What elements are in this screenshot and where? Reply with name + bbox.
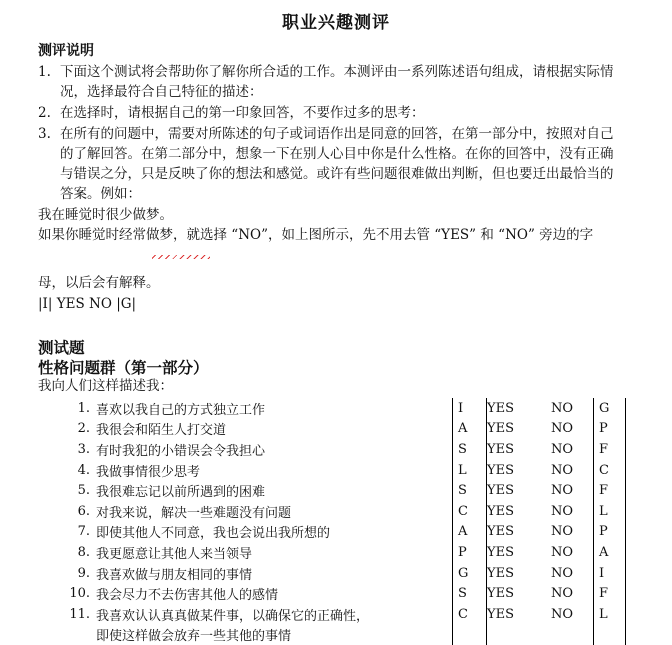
instruction-text: 在选择时，请根据自己的第一印象回答，不要作过多的思考： [60,105,425,121]
question-table [60,398,626,645]
instruction-number: 1. [38,64,51,80]
instruction-item [38,124,618,204]
example-line: 我在睡觉时很少做梦。 [38,207,173,223]
question-number: 9. [77,565,90,581]
option-yes[interactable]: YES [487,563,544,584]
question-row [60,460,626,481]
test-heading: 测试题 [38,338,85,357]
document-title: 职业兴趣测评 [282,13,390,33]
option-no[interactable]: NO [551,586,574,602]
question-text: 喜欢以我自己的方式独立工作 [96,402,266,418]
question-text: 即使其他人不同意，我也会说出我所想的 [96,526,331,542]
question-text: 我很难忘记以前所遇到的困难 [96,485,266,501]
question-number: 5. [77,483,90,499]
question-row [60,604,626,625]
option-letter-right: F [594,583,626,604]
spellcheck-underline [152,255,210,259]
option-letter-left: P [453,542,487,563]
question-text: 我做事情很少思考 [96,464,201,480]
question-text: 我喜欢认认真真做某件事，以确保它的正确性， [96,608,370,624]
question-row [60,563,626,584]
option-letter-right: P [594,419,626,440]
option-letter-right [594,625,626,645]
section-heading: 性格问题群（第一部分） [38,358,209,377]
instructions-heading: 测评说明 [38,43,94,59]
example-line: 如果你睡觉时经常做梦，就选择 “NO”，如上图所示，先不用去管 “YES” 和 “NO” 旁边的字 [38,227,594,243]
question-number: 6. [77,503,90,519]
question-text: 对我来说，解决一些难题没有问题 [96,505,292,521]
instruction-item [38,62,618,102]
option-no[interactable]: NO [551,400,574,416]
option-letter-left: S [453,583,487,604]
question-number: 4. [77,462,90,478]
question-number: 8. [77,544,90,560]
option-no[interactable]: NO [551,544,574,560]
question-number: 11. [69,606,90,622]
question-row [60,398,626,419]
option-yes[interactable]: YES [487,604,544,625]
option-no[interactable] [543,625,594,645]
example-answer: |I| YES NO |G| [38,296,137,312]
option-letter-right: P [594,522,626,543]
option-yes[interactable]: YES [487,398,544,419]
option-letter-right: C [594,460,626,481]
option-no[interactable]: NO [551,503,574,519]
option-letter-right: G [594,398,626,419]
option-yes[interactable]: YES [487,542,544,563]
question-number: 1. [77,400,90,416]
question-text: 我很会和陌生人打交道 [96,423,227,439]
section-intro: 我向人们这样描述我： [38,378,173,394]
option-letter-left: A [453,522,487,543]
question-text: 我喜欢做与朋友相同的事情 [96,567,253,583]
option-no[interactable]: NO [551,524,574,540]
option-no[interactable]: NO [551,483,574,499]
question-row [60,522,626,543]
question-text: 即使这样做会放弃一些其他的事情 [96,629,292,645]
option-yes[interactable]: YES [487,501,544,522]
instruction-text: 下面这个测试将会帮助你了解你所合适的工作。本测评由一系列陈述语句组成，请根据实际情况，选择最符合自己特征的描述： [60,64,614,100]
question-text: 我会尽力不去伤害其他人的感情 [96,588,279,604]
question-row [60,480,626,501]
option-letter-left: L [453,460,487,481]
option-letter-left [453,625,487,645]
question-row [60,625,626,645]
option-letter-right: F [594,439,626,460]
question-text: 我更愿意让其他人来当领导 [96,546,253,562]
option-no[interactable]: NO [551,606,574,622]
option-yes[interactable]: YES [487,480,544,501]
instruction-number: 2. [38,105,51,121]
option-no[interactable]: NO [551,462,574,478]
option-no[interactable]: NO [551,441,574,457]
question-row [60,501,626,522]
option-yes[interactable]: YES [487,439,544,460]
option-yes[interactable]: YES [487,419,544,440]
question-number: 10. [69,586,90,602]
instruction-item [38,103,618,123]
option-yes[interactable]: YES [487,583,544,604]
option-letter-right: L [594,501,626,522]
option-letter-left: S [453,480,487,501]
question-text: 有时我犯的小错误会令我担心 [96,443,266,459]
option-letter-left: A [453,419,487,440]
option-letter-right: L [594,604,626,625]
question-number: 3. [77,441,90,457]
question-row [60,542,626,563]
option-letter-left: G [453,563,487,584]
option-letter-left: C [453,604,487,625]
option-letter-right: I [594,563,626,584]
option-letter-right: A [594,542,626,563]
option-letter-left: I [453,398,487,419]
option-letter-right: F [594,480,626,501]
question-number [60,625,96,645]
option-yes[interactable]: YES [487,460,544,481]
option-yes[interactable] [487,625,544,645]
option-no[interactable]: NO [551,565,574,581]
option-letter-left: S [453,439,487,460]
option-letter-left: C [453,501,487,522]
example-line: 母，以后会有解释。 [38,275,160,291]
question-number: 2. [77,421,90,437]
question-row [60,583,626,604]
question-row [60,439,626,460]
instruction-number: 3. [38,126,51,142]
question-row [60,419,626,440]
option-no[interactable]: NO [551,421,574,437]
question-number: 7. [77,524,90,540]
instruction-text: 在所有的问题中，需要对所陈述的句子或词语作出是同意的回答，在第一部分中，按照对自己的了解回答。在第二部分中，想象一下在别人心目中你是什么性格。在你的回答中，没有正确与错误之分，只是反映了你的想法和感觉。或许有些问题很难做出判断，但也要迁出最恰当的答案。例如： [60,126,614,202]
option-yes[interactable]: YES [487,522,544,543]
